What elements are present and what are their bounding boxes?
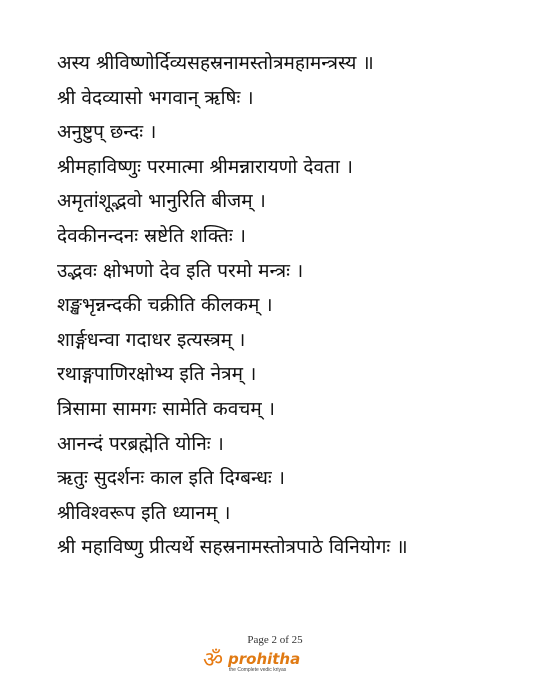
verse-line: अमृतांशूद्भवो भानुरिति बीजम् । — [57, 190, 266, 213]
page-number: Page 2 of 25 — [247, 634, 303, 646]
verse-line: आनन्दं परब्रह्मेति योनिः । — [57, 432, 224, 455]
verse-line: अस्य श्रीविष्णोर्दिव्यसहस्रनामस्तोत्रमहामन्त्रस्य ॥ — [57, 52, 374, 74]
verse-line: श्रीमहाविष्णुः परमात्मा श्रीमन्नारायणो देवता । — [57, 155, 354, 178]
verse-line: ऋतुः सुदर्शनः काल इति दिग्बन्धः । — [57, 467, 285, 490]
verse-line: रथाङ्गपाणिरक्षोभ्य इति नेत्रम् । — [57, 363, 257, 386]
verse-line: उद्भवः क्षोभणो देव इति परमो मन्त्रः । — [57, 259, 304, 282]
verse-line: शङ्खभृन्नन्दकी चक्रीति कीलकम् । — [57, 294, 273, 317]
om-icon: ॐ — [203, 648, 224, 673]
verse-list — [57, 46, 527, 565]
verse-line: शार्ङ्गधन्वा गदाधर इत्यस्त्रम् । — [57, 328, 246, 351]
verse-line: श्रीविश्वरूप इति ध्यानम् । — [57, 501, 231, 524]
verse-line: श्री वेदव्यासो भगवान् ऋषिः । — [57, 86, 254, 109]
prohitha-logo — [203, 650, 303, 676]
verse-line: श्री महाविष्णु प्रीत्यर्थे सहस्रनामस्तोत्रपाठे विनियोगः ॥ — [57, 536, 408, 559]
logo-wordmark: prohitha — [228, 650, 301, 668]
verse-line: अनुष्टुप् छन्दः । — [57, 121, 157, 144]
verse-line: देवकीनन्दनः स्रष्टेति शक्तिः । — [57, 224, 246, 247]
logo-tagline: the Complete vedic kriyas — [229, 667, 287, 673]
verse-line: त्रिसामा सामगः सामेति कवचम् । — [57, 397, 275, 420]
